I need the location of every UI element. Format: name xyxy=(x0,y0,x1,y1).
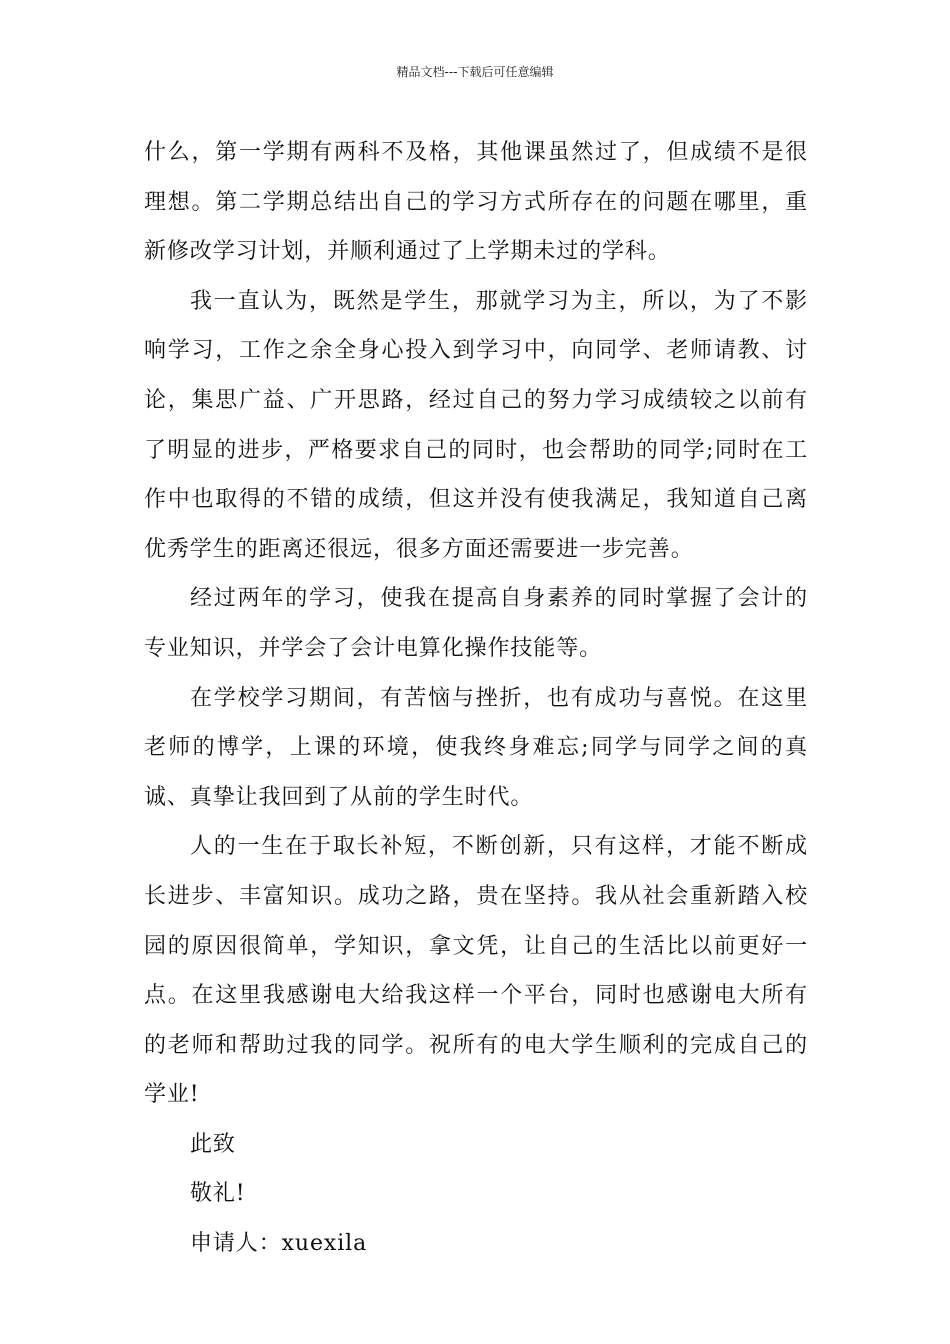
closing-salutation: 此致 xyxy=(190,1131,236,1157)
closing-regards: 敬礼! xyxy=(190,1181,246,1207)
page-header: 精品文档---下载后可任意编辑 xyxy=(396,65,554,79)
paragraph-study-focus: 我一直认为，既然是学生，那就学习为主，所以，为了不影响学习，工作之余全身心投入到学习中，向同学、老师请教、讨论，集思广益、广开思路，经过自己的努力学习成绩较之以前有了明显的进步，严格要求自己的同时，也会帮助的同学;同时在工作中也取得的不错的成绩，但这并没有使我满足，我知道自己离优秀学生的距离还很远，很多方面还需要进一步完善。 xyxy=(144,288,808,562)
document-body xyxy=(144,128,808,1269)
paragraph-two-years: 经过两年的学习，使我在提高自身素养的同时掌握了会计的专业知识，并学会了会计电算化操作技能等。 xyxy=(144,586,808,661)
paragraph-continuation: 什么，第一学期有两科不及格，其他课虽然过了，但成绩不是很理想。第二学期总结出自己的学习方式所存在的问题在哪里，重新修改学习计划，并顺利通过了上学期未过的学科。 xyxy=(144,140,808,265)
paragraph-school-period: 在学校学习期间，有苦恼与挫折，也有成功与喜悦。在这里老师的博学，上课的环境，使我终身难忘;同学与同学之间的真诚、真挚让我回到了从前的学生时代。 xyxy=(144,685,808,810)
paragraph-life-lesson: 人的一生在于取长补短，不断创新，只有这样，才能不断成长进步、丰富知识。成功之路，贵在坚持。我从社会重新踏入校园的原因很简单，学知识，拿文凭，让自己的生活比以前更好一点。在这里我感谢电大给我这样一个平台，同时也感谢电大所有的老师和帮助过我的同学。祝所有的电大学生顺利的完成自己的学业! xyxy=(144,834,808,1108)
applicant-signature: 申请人：xuexila xyxy=(190,1231,368,1257)
